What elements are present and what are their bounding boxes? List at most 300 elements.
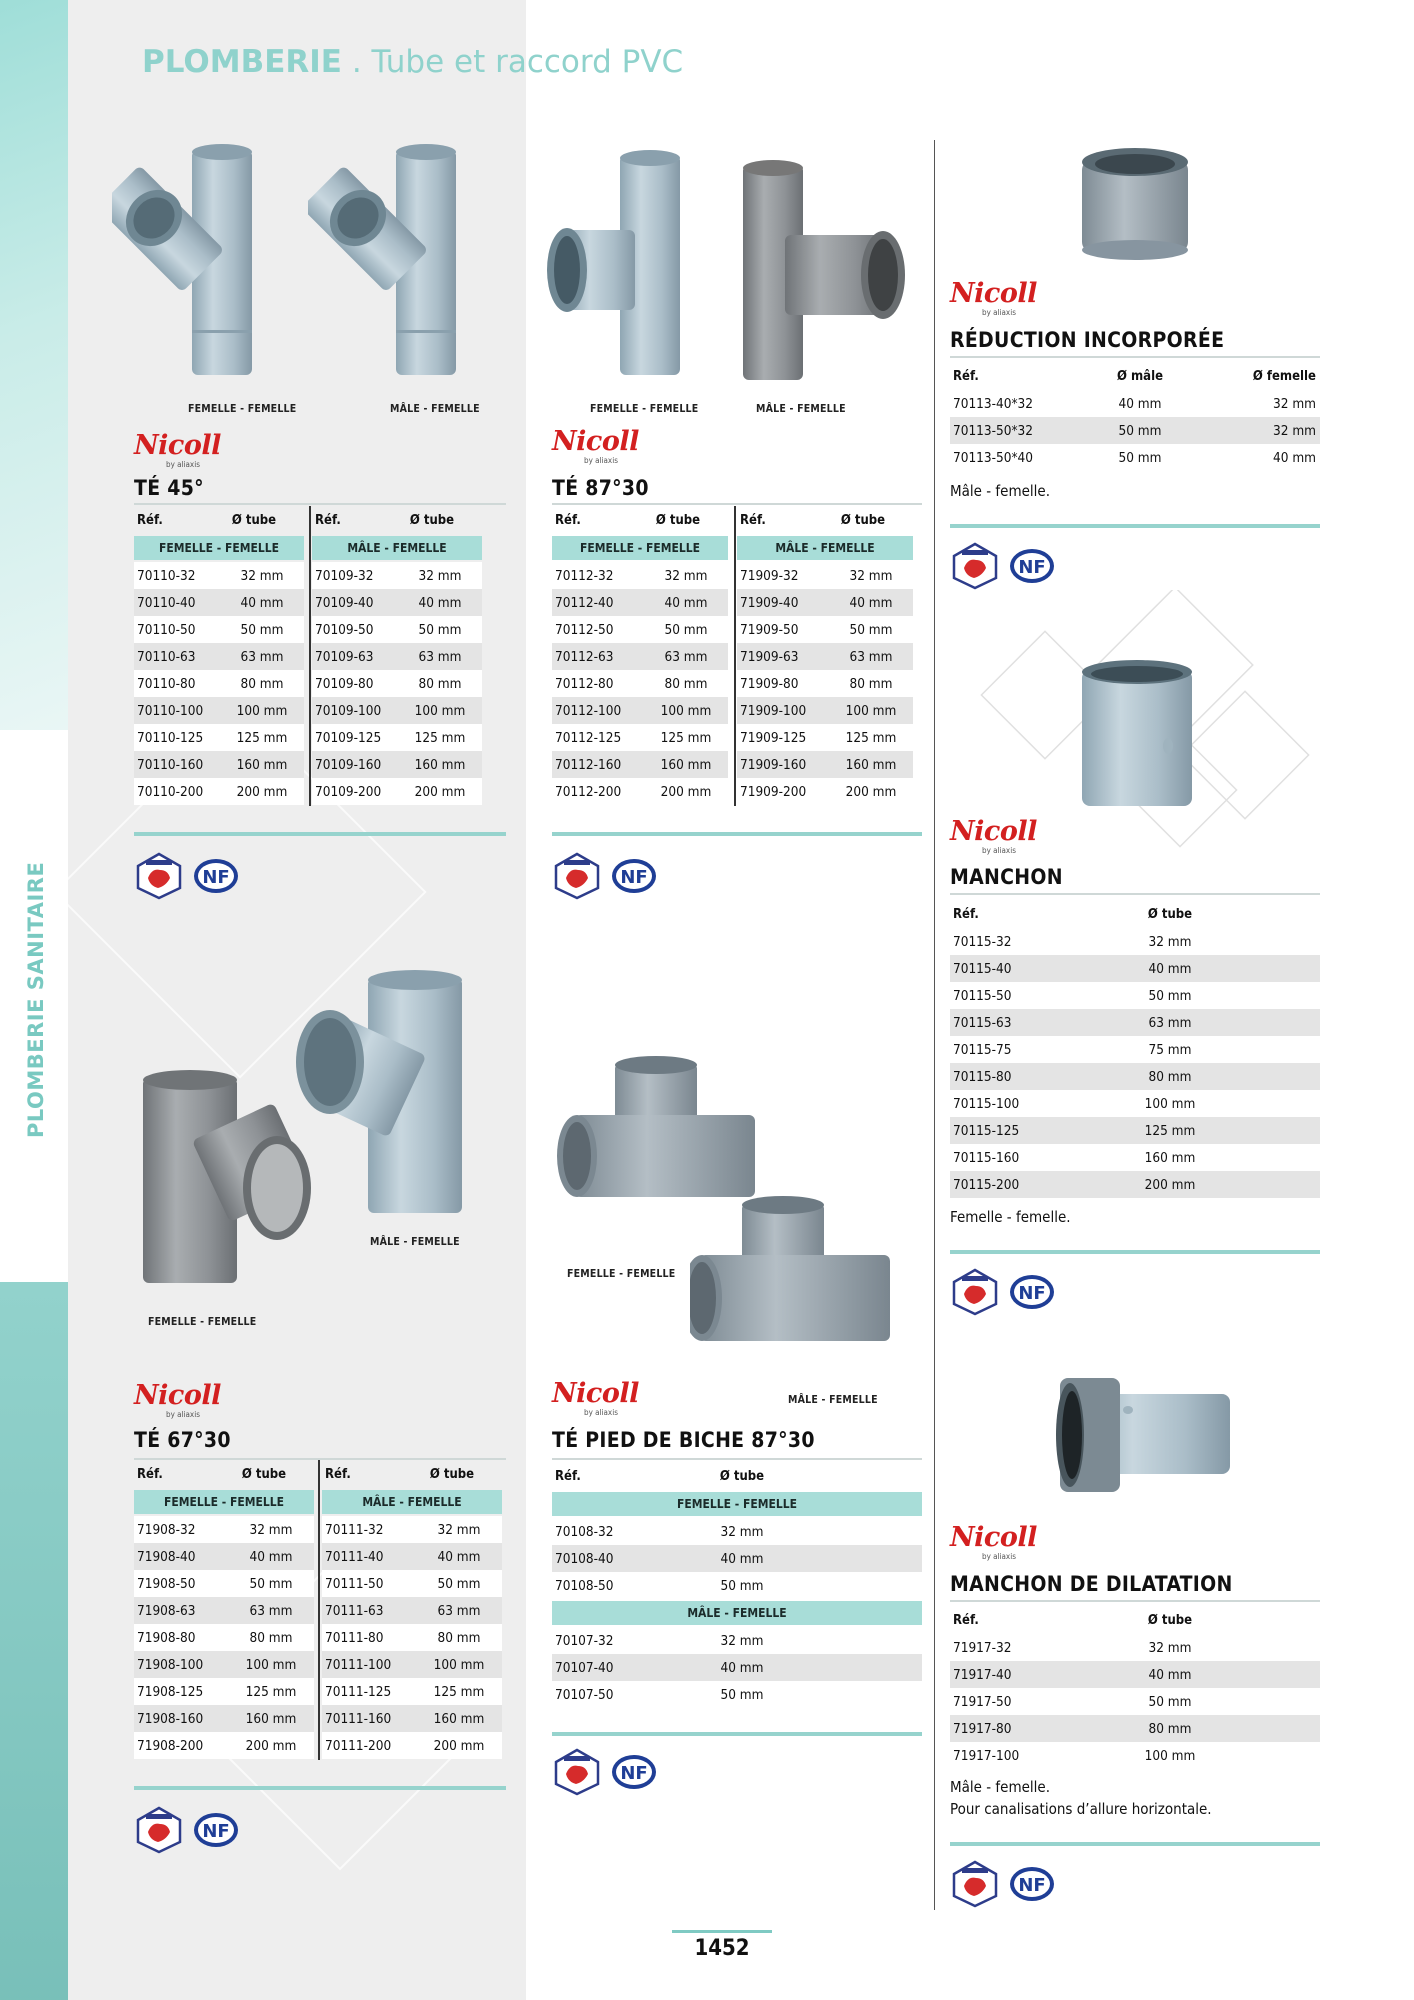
cell-reference: 70110-160 <box>137 756 204 773</box>
table-row <box>134 778 304 805</box>
col-ref: Réf. <box>315 512 341 528</box>
table-row <box>134 1651 314 1678</box>
dilatation-title: MANCHON DE DILATATION <box>950 1572 1233 1596</box>
cell-reference: 70108-50 <box>555 1577 614 1594</box>
te8730-table-right <box>737 506 913 805</box>
table-row <box>737 724 913 751</box>
cell-reference: 71908-32 <box>137 1521 196 1538</box>
table-row <box>737 751 913 778</box>
col-tube: Ø tube <box>1147 1612 1193 1628</box>
brand-logo <box>134 430 246 470</box>
cell-reference: 70111-63 <box>325 1602 384 1619</box>
cell-reference: 70112-63 <box>555 648 614 665</box>
nf-mark-icon <box>1008 547 1056 585</box>
cell-reference: 70109-125 <box>315 729 382 746</box>
cell-value: 50 mm <box>720 1577 764 1594</box>
te6730-bottom-rule <box>134 1786 506 1790</box>
table-row <box>552 589 728 616</box>
table-row <box>134 1624 314 1651</box>
table-row <box>134 1516 314 1543</box>
reduction-title: RÉDUCTION INCORPORÉE <box>950 328 1225 352</box>
te8730-certs <box>554 852 658 900</box>
cell-reference: 71909-50 <box>740 621 799 638</box>
cell-reference: 70112-160 <box>555 756 622 773</box>
cell-reference: 70111-50 <box>325 1575 384 1592</box>
nf-mark-icon <box>1008 1865 1056 1903</box>
table-row <box>322 1651 502 1678</box>
manchon-bottom-rule <box>950 1250 1320 1254</box>
cell-value: 40 mm <box>1148 1666 1192 1683</box>
cell-value: 200 mm <box>236 783 288 800</box>
cell-value: 32 mm <box>1273 395 1316 412</box>
table-row <box>312 751 482 778</box>
brand-sub: by aliaxis <box>982 1552 1016 1561</box>
cell-reference: 70110-125 <box>137 729 204 746</box>
table-row <box>322 1516 502 1543</box>
cell-reference: 70107-40 <box>555 1659 614 1676</box>
cell-value: 32 mm <box>1148 1639 1192 1656</box>
col-tube: Ø tube <box>241 1466 287 1482</box>
table-row <box>134 616 304 643</box>
table-row <box>134 1732 314 1759</box>
table-row <box>950 1036 1320 1063</box>
table-row <box>950 955 1320 982</box>
header-category: PLOMBERIE <box>142 44 342 80</box>
cell-value: 200 mm <box>414 783 466 800</box>
brand-word: Nicoll <box>134 430 221 461</box>
cell-value: 50 mm <box>849 621 893 638</box>
manchon-note: Femelle - femelle. <box>950 1208 1071 1226</box>
cell-reference: 70109-63 <box>315 648 374 665</box>
col-tube: Ø tube <box>1147 906 1193 922</box>
table-row <box>134 643 304 670</box>
cell-value: 100 mm <box>660 702 712 719</box>
te45-title-rule <box>134 503 506 505</box>
cell-value: 40 mm <box>849 594 893 611</box>
cell-reference: 71917-100 <box>953 1747 1020 1764</box>
table-row <box>322 1570 502 1597</box>
table-row <box>134 1570 314 1597</box>
col-ref: Réf. <box>953 1612 979 1628</box>
table-row <box>552 670 728 697</box>
cell-reference: 70115-40 <box>953 960 1012 977</box>
table-row <box>134 562 304 589</box>
brand-word: Nicoll <box>552 426 639 457</box>
cell-value: 80 mm <box>664 675 708 692</box>
cell-value: 80 mm <box>418 675 462 692</box>
table-rows <box>950 390 1320 471</box>
table-row <box>322 1678 502 1705</box>
col-ref: Réf. <box>953 368 979 384</box>
nf-text: NF <box>620 1763 648 1784</box>
table-row <box>134 1597 314 1624</box>
table-rows <box>737 562 913 805</box>
table-row <box>950 1009 1320 1036</box>
table-row <box>312 562 482 589</box>
cell-reference: 71909-80 <box>740 675 799 692</box>
cell-reference: 70110-80 <box>137 675 196 692</box>
column-divider <box>934 140 935 1910</box>
table-row <box>950 390 1320 417</box>
manchon-title: MANCHON <box>950 865 1063 889</box>
cell-value: 50 mm <box>1118 449 1162 466</box>
header-separator: . <box>341 44 372 80</box>
table-row <box>312 778 482 805</box>
table-band: FEMELLE - FEMELLE <box>134 536 304 560</box>
page-header <box>142 44 683 80</box>
cell-value: 32 mm <box>437 1521 481 1538</box>
te8730-caption-ff: FEMELLE - FEMELLE <box>590 403 699 415</box>
cell-value: 40 mm <box>1148 960 1192 977</box>
cell-reference: 70115-75 <box>953 1041 1012 1058</box>
cell-value: 50 mm <box>1148 1693 1192 1710</box>
cell-reference: 70112-80 <box>555 675 614 692</box>
table-row <box>950 417 1320 444</box>
cell-value: 160 mm <box>414 756 466 773</box>
cell-value: 80 mm <box>1148 1068 1192 1085</box>
brand-word: Nicoll <box>134 1380 221 1411</box>
table-row <box>552 1545 922 1572</box>
cell-reference: 70115-80 <box>953 1068 1012 1085</box>
dilatation-title-rule <box>950 1600 1320 1602</box>
col-tube: Ø tube <box>719 1468 765 1484</box>
cell-value: 40 mm <box>664 594 708 611</box>
cell-reference: 71909-160 <box>740 756 807 773</box>
cell-reference: 70110-50 <box>137 621 196 638</box>
table-row <box>950 1090 1320 1117</box>
band-bottom-solid <box>0 1282 68 2000</box>
cell-reference: 70115-200 <box>953 1176 1020 1193</box>
table-row <box>552 1681 922 1708</box>
table-row <box>950 1661 1320 1688</box>
table-rows <box>322 1516 502 1759</box>
table-row <box>552 778 728 805</box>
table-row <box>737 643 913 670</box>
te45-ff-image <box>112 140 292 390</box>
table-row <box>950 1742 1320 1769</box>
tepied-certs <box>554 1748 658 1796</box>
table-header <box>950 1606 1320 1634</box>
tepied-table <box>552 1462 922 1708</box>
cell-value: 160 mm <box>660 756 712 773</box>
table-band: FEMELLE - FEMELLE <box>552 536 728 560</box>
cell-value: 32 mm <box>1148 933 1192 950</box>
table-row <box>322 1705 502 1732</box>
dilatation-note-2: Pour canalisations d’allure horizontale. <box>950 1800 1212 1818</box>
cell-reference: 71908-50 <box>137 1575 196 1592</box>
dilatation-table <box>950 1606 1320 1769</box>
table-row <box>322 1624 502 1651</box>
cell-value: 125 mm <box>845 729 897 746</box>
cell-reference: 70112-125 <box>555 729 622 746</box>
cell-reference: 71909-63 <box>740 648 799 665</box>
cell-reference: 70113-40*32 <box>953 395 1033 412</box>
table-rows <box>552 1627 922 1708</box>
col-ref: Réf. <box>137 512 163 528</box>
table-row <box>552 1654 922 1681</box>
cell-value: 50 mm <box>664 621 708 638</box>
cell-value: 80 mm <box>437 1629 481 1646</box>
col-tube: Ø tube <box>429 1466 475 1482</box>
cell-value: 125 mm <box>236 729 288 746</box>
cell-value: 63 mm <box>249 1602 293 1619</box>
col-femelle: Ø femelle <box>1252 368 1316 384</box>
origine-france-icon <box>136 1806 182 1854</box>
cell-reference: 70115-50 <box>953 987 1012 1004</box>
cell-value: 40 mm <box>249 1548 293 1565</box>
cell-value: 200 mm <box>845 783 897 800</box>
table-header <box>950 362 1320 390</box>
brand-word: Nicoll <box>552 1378 639 1409</box>
cell-value: 100 mm <box>1144 1095 1196 1112</box>
col-tube: Ø tube <box>231 512 277 528</box>
cell-value: 32 mm <box>720 1523 764 1540</box>
table-header <box>134 506 304 534</box>
cell-reference: 71917-80 <box>953 1720 1012 1737</box>
col-ref: Réf. <box>325 1466 351 1482</box>
table-row <box>737 589 913 616</box>
cell-reference: 71917-32 <box>953 1639 1012 1656</box>
cell-value: 40 mm <box>240 594 284 611</box>
table-band: FEMELLE - FEMELLE <box>134 1490 314 1514</box>
tepied-title: TÉ PIED DE BICHE 87°30 <box>552 1428 815 1452</box>
cell-value: 40 mm <box>1118 395 1162 412</box>
table-band: MÂLE - FEMELLE <box>322 1490 502 1514</box>
cell-value: 63 mm <box>1148 1014 1192 1031</box>
table-row <box>322 1732 502 1759</box>
cell-reference: 70115-160 <box>953 1149 1020 1166</box>
cell-reference: 70109-160 <box>315 756 382 773</box>
nf-text: NF <box>620 867 648 888</box>
cell-value: 40 mm <box>418 594 462 611</box>
te6730-title: TÉ 67°30 <box>134 1428 231 1452</box>
cell-value: 63 mm <box>849 648 893 665</box>
table-row <box>737 562 913 589</box>
origine-france-icon <box>136 852 182 900</box>
cell-reference: 71909-125 <box>740 729 807 746</box>
col-tube: Ø tube <box>655 512 701 528</box>
te45-table-right <box>312 506 482 805</box>
cell-value: 50 mm <box>1118 422 1162 439</box>
table-band: MÂLE - FEMELLE <box>737 536 913 560</box>
table-band: MÂLE - FEMELLE <box>312 536 482 560</box>
cell-value: 32 mm <box>720 1632 764 1649</box>
cell-value: 100 mm <box>414 702 466 719</box>
table-row <box>950 444 1320 471</box>
te45-caption-ff: FEMELLE - FEMELLE <box>188 403 297 415</box>
cell-value: 160 mm <box>236 756 288 773</box>
table-row <box>312 670 482 697</box>
nf-mark-icon <box>610 1753 658 1791</box>
cell-reference: 70115-32 <box>953 933 1012 950</box>
band-top-gradient <box>0 0 68 730</box>
cell-value: 50 mm <box>418 621 462 638</box>
table-row <box>737 670 913 697</box>
cell-reference: 70111-100 <box>325 1656 392 1673</box>
table-rows <box>950 928 1320 1198</box>
te8730-bottom-rule <box>552 832 922 836</box>
nf-text: NF <box>1018 557 1046 578</box>
tepied-mf-image <box>690 1195 910 1375</box>
cell-reference: 70109-32 <box>315 567 374 584</box>
table-header <box>737 506 913 534</box>
brand-logo <box>552 426 664 466</box>
dilatation-note-1: Mâle - femelle. <box>950 1778 1051 1796</box>
side-category-label: PLOMBERIE SANITAIRE <box>24 861 48 1138</box>
table-row <box>134 751 304 778</box>
cell-reference: 71917-50 <box>953 1693 1012 1710</box>
te8730-ff-image <box>545 150 715 380</box>
cell-reference: 70112-50 <box>555 621 614 638</box>
cell-value: 40 mm <box>720 1659 764 1676</box>
cell-reference: 70111-125 <box>325 1683 392 1700</box>
cell-reference: 70112-100 <box>555 702 622 719</box>
cell-reference: 70111-200 <box>325 1737 392 1754</box>
cell-value: 63 mm <box>240 648 284 665</box>
nf-text: NF <box>202 867 230 888</box>
manchon-image <box>1072 656 1202 816</box>
te8730-title: TÉ 87°30 <box>552 476 649 500</box>
table-row <box>552 751 728 778</box>
table-row <box>552 697 728 724</box>
cell-reference: 70111-40 <box>325 1548 384 1565</box>
cell-value: 200 mm <box>660 783 712 800</box>
cell-value: 50 mm <box>240 621 284 638</box>
origine-france-icon <box>952 1268 998 1316</box>
table-band: FEMELLE - FEMELLE <box>552 1492 922 1516</box>
te45-mf-image <box>308 140 488 390</box>
table-row <box>134 724 304 751</box>
brand-sub: by aliaxis <box>982 308 1016 317</box>
table-row <box>950 1715 1320 1742</box>
manchon-table <box>950 900 1320 1198</box>
cell-reference: 71908-160 <box>137 1710 204 1727</box>
origine-france-icon <box>554 852 600 900</box>
cell-value: 80 mm <box>1148 1720 1192 1737</box>
cell-reference: 70107-50 <box>555 1686 614 1703</box>
brand-word: Nicoll <box>950 816 1037 847</box>
table-row <box>552 1518 922 1545</box>
table-row <box>134 589 304 616</box>
table-header <box>950 900 1320 928</box>
table-row <box>552 643 728 670</box>
cell-value: 100 mm <box>245 1656 297 1673</box>
table-separator <box>309 506 311 806</box>
table-header <box>312 506 482 534</box>
te6730-certs <box>136 1806 240 1854</box>
te8730-table-left <box>552 506 728 805</box>
cell-value: 100 mm <box>433 1656 485 1673</box>
table-rows <box>950 1634 1320 1769</box>
col-ref: Réf. <box>137 1466 163 1482</box>
cell-value: 50 mm <box>1148 987 1192 1004</box>
cell-value: 125 mm <box>1144 1122 1196 1139</box>
brand-logo <box>950 1522 1062 1562</box>
cell-value: 50 mm <box>249 1575 293 1592</box>
table-row <box>950 1688 1320 1715</box>
te45-bottom-rule <box>134 832 506 836</box>
brand-sub: by aliaxis <box>166 1410 200 1419</box>
tepied-title-rule <box>552 1458 922 1460</box>
cell-value: 200 mm <box>245 1737 297 1754</box>
te8730-mf-image <box>735 160 910 385</box>
brand-logo <box>552 1378 664 1418</box>
table-row <box>950 1117 1320 1144</box>
manchon-certs <box>952 1268 1056 1316</box>
brand-sub: by aliaxis <box>166 460 200 469</box>
cell-value: 160 mm <box>433 1710 485 1727</box>
cell-reference: 70109-100 <box>315 702 382 719</box>
table-row <box>134 1678 314 1705</box>
cell-value: 125 mm <box>245 1683 297 1700</box>
col-tube: Ø tube <box>409 512 455 528</box>
brand-sub: by aliaxis <box>584 456 618 465</box>
table-row <box>312 616 482 643</box>
cell-value: 32 mm <box>249 1521 293 1538</box>
nf-mark-icon <box>192 857 240 895</box>
brand-logo <box>950 816 1062 856</box>
te6730-mf-image <box>290 970 470 1220</box>
table-row <box>950 1634 1320 1661</box>
col-ref: Réf. <box>555 1468 581 1484</box>
table-row <box>134 1705 314 1732</box>
cell-reference: 71908-200 <box>137 1737 204 1754</box>
cell-reference: 70113-50*40 <box>953 449 1033 466</box>
table-row <box>950 928 1320 955</box>
reduction-note: Mâle - femelle. <box>950 482 1051 500</box>
cell-reference: 70110-32 <box>137 567 196 584</box>
cell-value: 125 mm <box>414 729 466 746</box>
te6730-table-right <box>322 1460 502 1759</box>
cell-value: 40 mm <box>437 1548 481 1565</box>
table-rows <box>134 562 304 805</box>
cell-reference: 70110-63 <box>137 648 196 665</box>
cell-value: 32 mm <box>1273 422 1316 439</box>
table-rows <box>134 1516 314 1759</box>
cell-value: 160 mm <box>245 1710 297 1727</box>
page-number-rule <box>672 1930 772 1933</box>
cell-reference: 70115-125 <box>953 1122 1020 1139</box>
nf-mark-icon <box>192 1811 240 1849</box>
te6730-ff-image <box>135 1070 315 1290</box>
brand-logo <box>134 1380 246 1420</box>
te8730-title-rule <box>552 503 922 505</box>
cell-reference: 71909-200 <box>740 783 807 800</box>
brand-logo <box>950 278 1062 318</box>
cell-value: 40 mm <box>1273 449 1316 466</box>
cell-value: 32 mm <box>664 567 708 584</box>
te6730-caption-mf: MÂLE - FEMELLE <box>370 1236 460 1248</box>
table-row <box>737 616 913 643</box>
tepied-bottom-rule <box>552 1732 922 1736</box>
cell-value: 160 mm <box>845 756 897 773</box>
col-ref: Réf. <box>953 906 979 922</box>
cell-reference: 70109-200 <box>315 783 382 800</box>
cell-reference: 70109-40 <box>315 594 374 611</box>
cell-value: 32 mm <box>849 567 893 584</box>
cell-reference: 70110-200 <box>137 783 204 800</box>
cell-value: 80 mm <box>249 1629 293 1646</box>
table-row <box>552 1572 922 1599</box>
cell-reference: 70109-80 <box>315 675 374 692</box>
table-header <box>134 1460 314 1488</box>
table-row <box>312 697 482 724</box>
cell-value: 32 mm <box>418 567 462 584</box>
table-rows <box>312 562 482 805</box>
nf-mark-icon <box>610 857 658 895</box>
cell-reference: 70108-32 <box>555 1523 614 1540</box>
cell-reference: 71917-40 <box>953 1666 1012 1683</box>
